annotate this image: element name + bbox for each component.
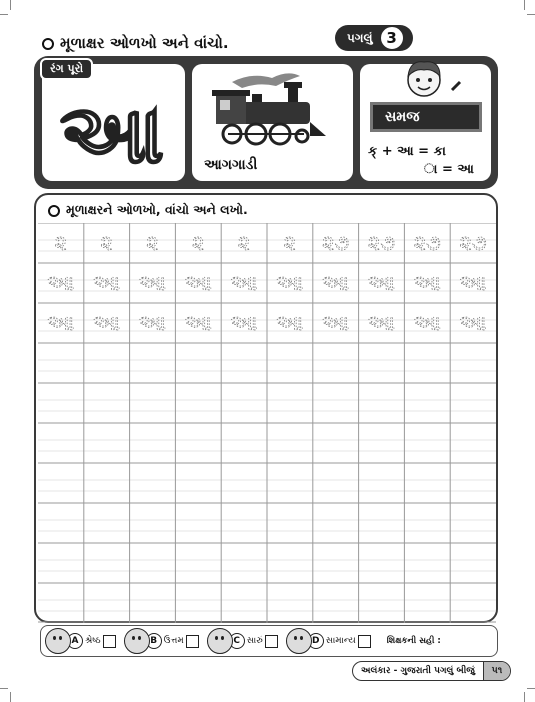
trace-stroke: ૨૭ (413, 231, 441, 255)
footer-text: અલંકાર - ગુજરાતી પગલું બીજું (361, 666, 475, 676)
trace-letter: આ (413, 271, 441, 295)
trace-stroke: ૨ (146, 231, 159, 255)
face-icon (207, 628, 233, 654)
trace-letter: આ (322, 271, 350, 295)
trace-letter: આ (322, 311, 350, 335)
face-icon (124, 628, 150, 654)
samaj-title: સમજ (370, 102, 482, 132)
grade-d: D સામાન્ય (286, 628, 371, 654)
step-badge (335, 25, 413, 51)
outlined-letter (42, 64, 185, 181)
grade-b: B ઉત્તમ (124, 628, 199, 654)
step-number: 3 (379, 25, 405, 51)
grade-a-checkbox[interactable] (103, 635, 116, 648)
grade-legend (40, 625, 498, 657)
trace-letter: આ (230, 311, 258, 335)
instruction-text: મૂળાક્ષર ઓળખો અને વાંચો. (60, 34, 229, 52)
step-label: પગલું (347, 30, 373, 45)
page-footer (352, 661, 511, 681)
trace-letter: આ (276, 311, 304, 335)
color-tag: રંગ પૂરો (40, 58, 93, 80)
trace-stroke: ૨ (237, 231, 251, 255)
trace-letter: આ (47, 311, 75, 335)
bullet-icon (42, 38, 54, 50)
samaj-card (360, 64, 491, 181)
train-label: આગગાડી (204, 157, 258, 173)
trace-letter: આ (230, 271, 258, 295)
trace-letter: આ (413, 311, 441, 335)
grade-a: A શ્રેષ્ઠ (45, 628, 116, 654)
teacher-sign: શિક્ષકની સહી : (386, 636, 441, 646)
trace-letter: આ (139, 271, 166, 295)
trace-stroke: ૨ (192, 231, 205, 255)
face-icon (286, 628, 312, 654)
trace-letter: આ (276, 271, 304, 295)
trace-letter: આ (93, 271, 121, 295)
practice-section (34, 193, 498, 623)
intro-panel (34, 56, 498, 189)
trace-stroke: ૨૭ (459, 231, 487, 255)
trace-letter: આ (368, 311, 395, 335)
writing-grid (38, 223, 496, 623)
color-card (42, 64, 185, 181)
equation-1: ક્ + આ = કા (368, 144, 446, 159)
train-icon (192, 64, 353, 154)
trace-stroke: ૨૭ (368, 231, 395, 255)
svg-text:આ: આ (59, 87, 165, 181)
trace-stroke: ૨૭ (322, 231, 350, 255)
trace-letter: આ (93, 311, 121, 335)
page-instruction (42, 34, 229, 52)
trace-stroke: ૨ (100, 231, 113, 255)
trace-letter: આ (459, 271, 487, 295)
train-card (192, 64, 353, 181)
bullet-icon (48, 205, 60, 217)
trace-letter: આ (184, 311, 212, 335)
grade-c: C સારું (207, 628, 278, 654)
trace-letter: આ (184, 271, 212, 295)
grade-b-checkbox[interactable] (186, 635, 199, 648)
trace-letter: આ (368, 271, 395, 295)
trace-letter: આ (459, 311, 487, 335)
grade-c-checkbox[interactable] (265, 635, 278, 648)
trace-stroke: ૨ (283, 231, 297, 255)
trace-stroke: ૨ (54, 231, 68, 255)
trace-letter: આ (47, 271, 75, 295)
page-number: ૫૧ (483, 662, 510, 680)
trace-letter: આ (139, 311, 166, 335)
practice-instruction: મૂળાક્ષરને ઓળખો, વાંચો અને લખો. (48, 202, 248, 218)
equation-2: ા = આ (424, 162, 474, 177)
face-icon (45, 628, 71, 654)
grade-d-checkbox[interactable] (358, 635, 371, 648)
